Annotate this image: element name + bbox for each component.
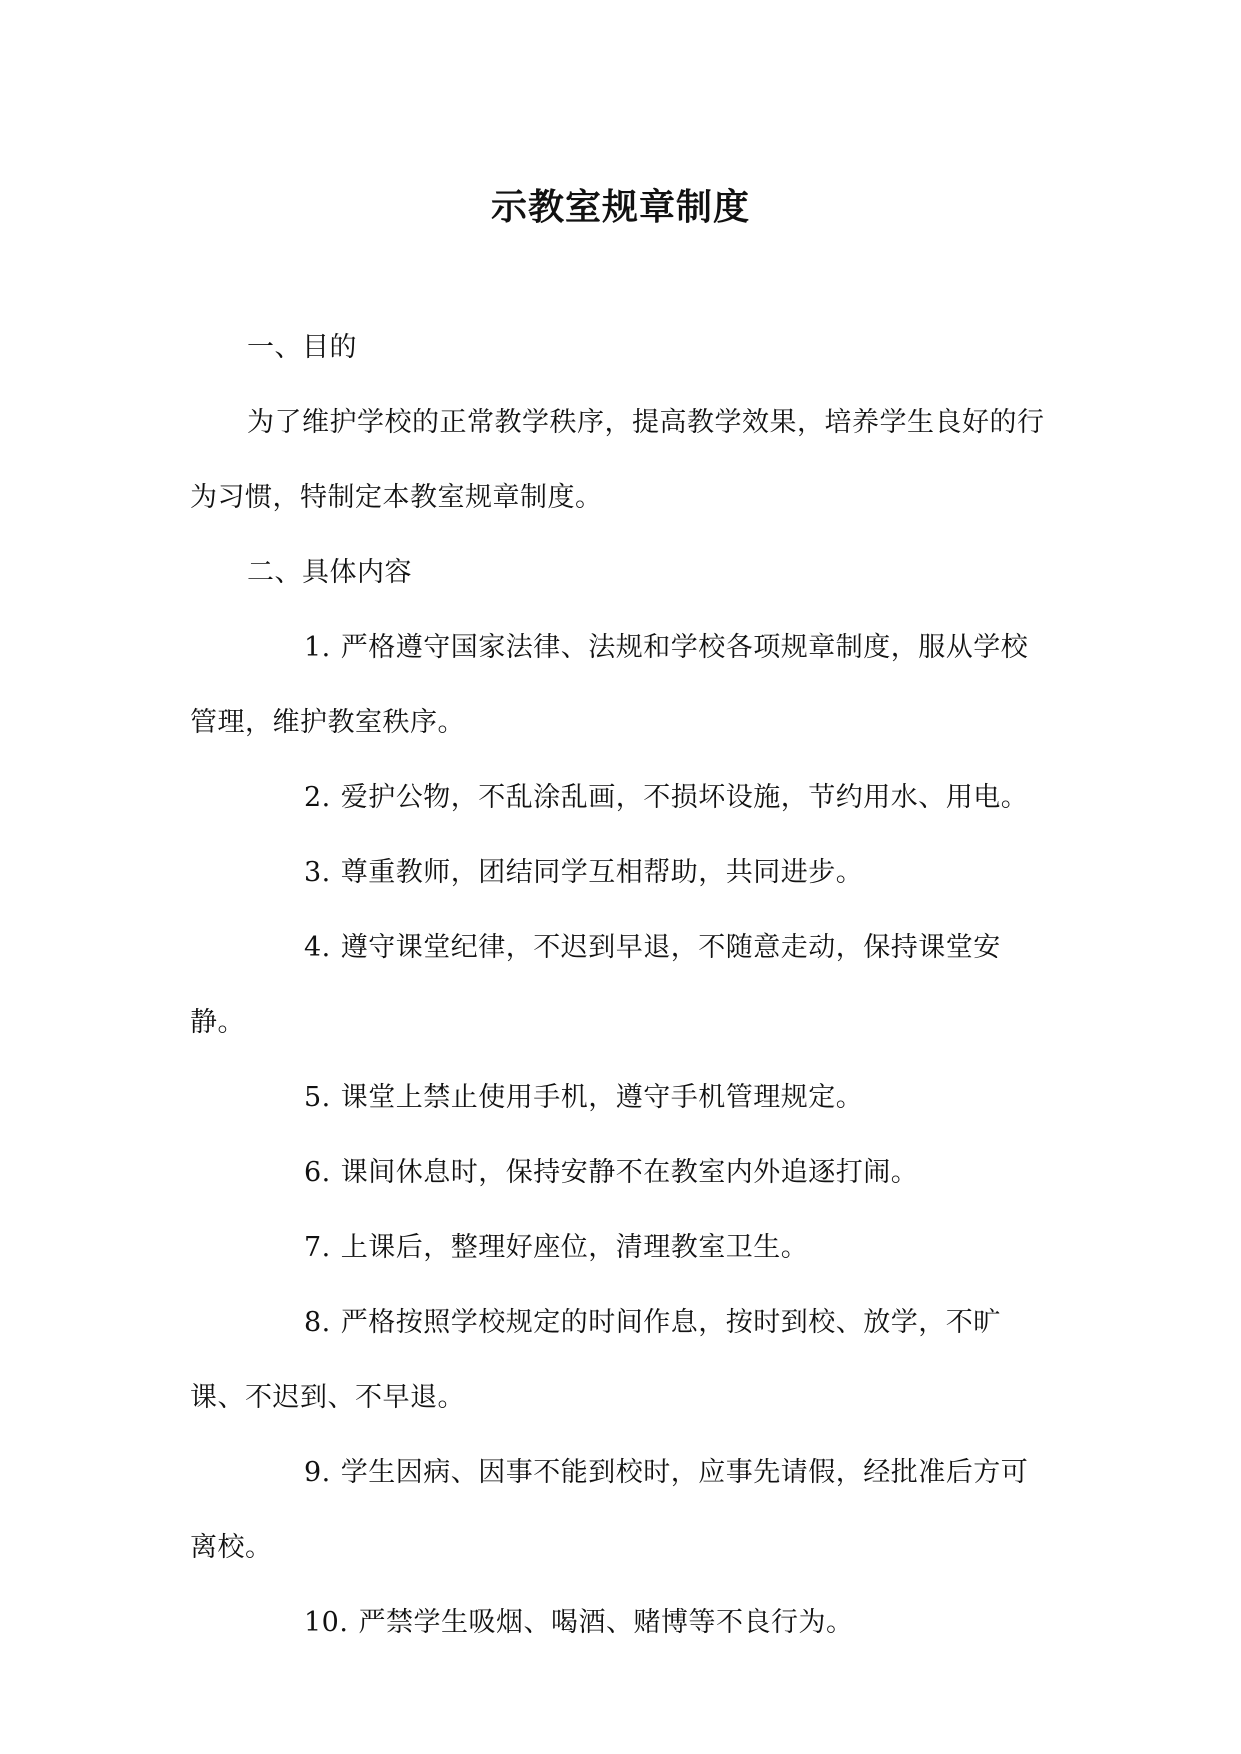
document-title: 示教室规章制度 [490, 187, 750, 228]
section-heading-purpose: 一、目的 [247, 332, 357, 363]
rule-item [190, 1060, 1050, 1135]
rule-item [190, 835, 1050, 910]
rule-number: 5. [304, 1082, 331, 1113]
document-body [190, 310, 1050, 1660]
rule-number: 7. [304, 1232, 331, 1263]
rule-text: 课堂上禁止使用手机，遵守手机管理规定。 [340, 1082, 864, 1113]
rule-item [190, 1135, 1050, 1210]
section-heading-content: 二、具体内容 [247, 557, 412, 588]
rule-number: 9. [304, 1457, 331, 1488]
rule-number: 8. [304, 1307, 331, 1338]
rule-number: 4. [304, 932, 331, 963]
rule-text: 爱护公物，不乱涂乱画，不损坏设施，节约用水、用电。 [340, 782, 1029, 813]
rule-number: 10. [304, 1607, 349, 1638]
rule-number: 3. [304, 857, 331, 888]
rule-text: 遵守课堂纪律，不迟到早退，不随意走动，保持课堂安静。 [190, 932, 1001, 1038]
rule-text: 严格遵守国家法律、法规和学校各项规章制度，服从学校管理，维护教室秩序。 [190, 632, 1029, 738]
rule-text: 严格按照学校规定的时间作息，按时到校、放学，不旷课、不迟到、不早退。 [190, 1307, 1001, 1413]
rule-item [190, 910, 1050, 1060]
rule-text: 课间休息时，保持安静不在教室内外追逐打闹。 [340, 1157, 919, 1188]
rule-item [190, 1435, 1050, 1585]
rule-text: 尊重教师，团结同学互相帮助，共同进步。 [340, 857, 864, 888]
rule-item [190, 1585, 1050, 1660]
purpose-paragraph: 为了维护学校的正常教学秩序，提高教学效果，培养学生良好的行为习惯，特制定本教室规章制度。 [190, 407, 1045, 513]
rule-text: 上课后，整理好座位，清理教室卫生。 [340, 1232, 809, 1263]
rule-number: 2. [304, 782, 331, 813]
rule-text: 学生因病、因事不能到校时，应事先请假，经批准后方可离校。 [190, 1457, 1029, 1563]
rule-item [190, 1285, 1050, 1435]
rule-item [190, 610, 1050, 760]
rule-item [190, 1210, 1050, 1285]
rule-number: 6. [304, 1157, 331, 1188]
rule-item [190, 760, 1050, 835]
rule-text: 严禁学生吸烟、喝酒、赌博等不良行为。 [358, 1607, 854, 1638]
rule-number: 1. [304, 632, 331, 663]
